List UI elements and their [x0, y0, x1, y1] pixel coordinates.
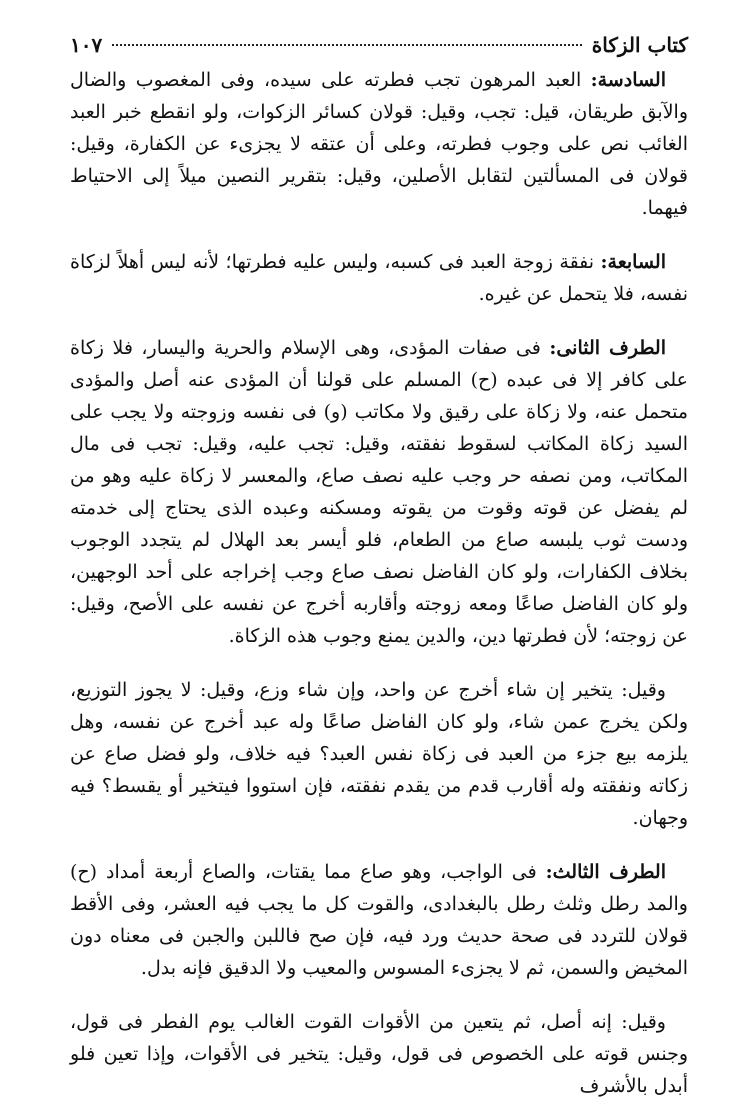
header-leader-dots — [112, 44, 582, 46]
book-title: كتاب الزكاة — [591, 33, 688, 57]
section-lead: السابعة: — [600, 251, 666, 273]
section-lead: الطرف الثانى: — [549, 337, 666, 359]
section-lead: السادسة: — [590, 69, 666, 91]
page-number: ١٠٧ — [70, 33, 103, 57]
running-header — [70, 30, 688, 60]
section-lead: الطرف الثالث: — [545, 861, 666, 883]
paragraph-qila-yatakhayyar — [70, 674, 688, 834]
paragraph-sabia — [70, 246, 688, 310]
paragraph-text: نفقة زوجة العبد فى كسبه، وليس عليه فطرتها؛ لأنه ليس أهلاً لزكاة نفسه، فلا يتحمل عن غيره. — [70, 251, 688, 305]
paragraph-taraf-thalith — [70, 856, 688, 984]
paragraph-text: العبد المرهون تجب فطرته على سيده، وفى المغصوب والضال والآبق طريقان، قيل: تجب، وقيل: قولان كسائر الزكوات، ولو انقطع خبر العبد الغائب نص على وجوب فطرته، وعلى أن عتقه لا يجزىء عن الكفارة، وقيل: قولان فى المسألتين لتقابل الأصلين، وقيل: بتقرير النصين ميلاً إلى الاحتياط فيهما. — [70, 69, 688, 219]
paragraph-qila-asl — [70, 1006, 688, 1102]
paragraph-text: وقيل: يتخير إن شاء أخرج عن واحد، وإن شاء وزع، وقيل: لا يجوز التوزيع، ولكن يخرج عمن شاء، ولو كان الفاضل صاعًا وله عبد أخرج عن نفسه، وهل يلزمه بيع جزء من العبد فى زكاة نفس العبد؟ فيه خلاف، ولو فضل صاع عن زكاته ونفقته وله أقارب قدم من يقدم نفقته، فإن استووا فيتخير أو يقسط؟ فيه وجهان. — [70, 679, 688, 829]
paragraph-text: فى صفات المؤدى، وهى الإسلام والحرية واليسار، فلا زكاة على كافر إلا فى عبده (ح) المسلم على قولنا أن المؤدى عنه أصل والمؤدى متحمل عنه، ولا زكاة على رقيق ولا مكاتب (و) فى نفسه وزوجته ولا يجب على السيد زكاة المكاتب لسقوط نفقته، وقيل: تجب عليه، وقيل: تجب فى مال المكاتب، ومن نصفه حر وجب عليه نصف صاع، والمعسر لا زكاة عليه وهو من لم يفضل عن قوته وقوت من يقوته ومسكنه وعبده الذى يحتاج إلى خدمته ودست ثوب يلبسه صاع من الطعام، فلو أيسر بعد الهلال لم يتجدد الوجوب بخلاف الكفارات، ولو كان الفاضل نصف صاع وجب إخراجه على أحد الوجهين، ولو كان الفاضل صاعًا ومعه زوجته وأقاربه أخرج عن نفسه على الأصح، وقيل: عن زوجته؛ لأن فطرتها دين، والدين يمنع وجوب هذه الزكاة. — [70, 337, 688, 647]
paragraph-taraf-thani — [70, 332, 688, 652]
paragraph-text: فى الواجب، وهو صاع مما يقتات، والصاع أربعة أمداد (ح) والمد رطل وثلث رطل بالبغدادى، والقوت كل ما يجب فيه العشر، وفى الأقط قولان للتردد فى صحة حديث ورد فيه، فإن صح فاللبن والجبن فى معناه دون المخيض والسمن، ثم لا يجزىء المسوس والمعيب ولا الدقيق فإنه بدل. — [70, 861, 688, 979]
paragraph-text: وقيل: إنه أصل، ثم يتعين من الأقوات القوت الغالب يوم الفطر فى قول، وجنس قوته على الخصوص فى قول، وقيل: يتخير فى الأقوات، وإذا تعين فلو أبدل بالأشرف — [70, 1011, 688, 1097]
paragraph-sadisa — [70, 64, 688, 224]
